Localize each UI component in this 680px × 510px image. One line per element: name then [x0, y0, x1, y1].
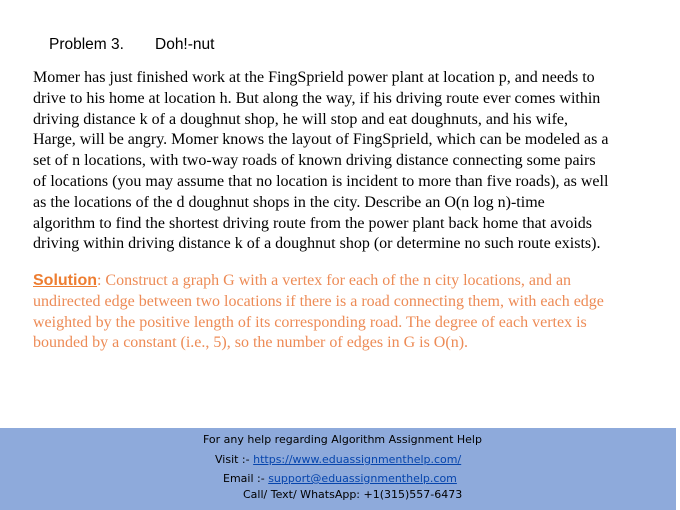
website-link[interactable]: https://www.eduassignmenthelp.com/ — [253, 453, 462, 466]
solution-line: bounded by a constant (i.e., 5), so the number of edges in G is O(n). — [33, 334, 469, 352]
problem-line: algorithm to find the shortest driving route from the power plant back home that avoids — [33, 214, 592, 232]
email-link[interactable]: support@eduassignmenthelp.com — [268, 472, 457, 485]
footer-visit-line — [215, 453, 461, 466]
solution-text — [33, 271, 663, 354]
problem-line: as the locations of the d doughnut shops in the city. Describe an O(n log n)-time — [33, 193, 545, 211]
contact-footer — [0, 428, 676, 510]
solution-label: Solution — [33, 272, 97, 289]
problem-line: Harge, will be angry. Momer knows the layout of FingSprield, which can be modeled as a — [33, 131, 609, 149]
problem-heading — [49, 36, 214, 54]
problem-title: Doh!-nut — [155, 36, 215, 53]
problem-number: Problem 3. — [49, 36, 124, 53]
solution-line: undirected edge between two locations if there is a road connecting them, with each edge — [33, 292, 604, 310]
solution-line: : Construct a graph G with a vertex for each of the n city locations, and an — [96, 272, 572, 289]
problem-line: Momer has just finished work at the FingSprield power plant at location p, and needs to — [33, 69, 595, 86]
problem-line: of locations (you may assume that no location is incident to more than five roads), as well — [33, 172, 609, 190]
solution-line: weighted by the positive length of its corresponding road. The degree of each vertex is — [33, 313, 587, 331]
visit-label: Visit :- — [215, 453, 254, 466]
problem-statement — [33, 68, 663, 255]
problem-line: driving distance k of a doughnut shop, he will stop and eat doughnuts, and his wife, — [33, 110, 569, 128]
footer-help-text: For any help regarding Algorithm Assignment Help — [203, 433, 482, 446]
footer-contact-line: Call/ Text/ WhatsApp: +1(315)557-6473 — [243, 488, 463, 501]
footer-email-line — [223, 472, 457, 485]
solution-first-line — [33, 271, 663, 292]
email-label: Email :- — [223, 472, 269, 485]
problem-line: driving within driving distance k of a doughnut shop (or determine no such route exists). — [33, 235, 601, 253]
problem-line: drive to his home at location h. But along the way, if his driving route ever comes within — [33, 89, 601, 107]
problem-line: set of n locations, with two-way roads of known driving distance connecting some pairs — [33, 152, 596, 170]
